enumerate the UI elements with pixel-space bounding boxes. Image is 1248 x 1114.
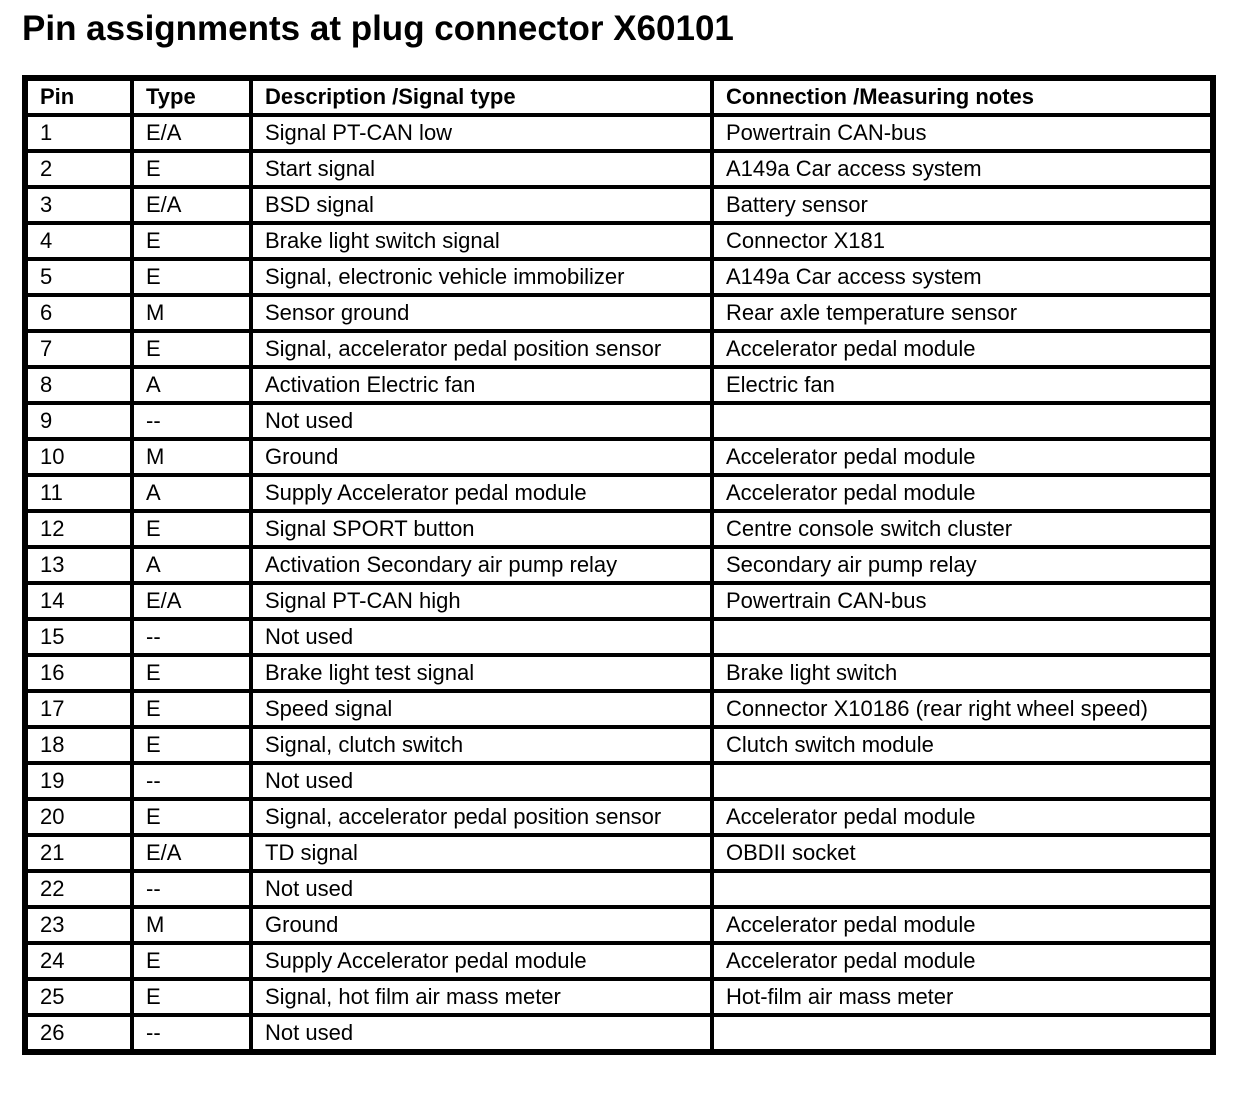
connection-cell: A149a Car access system (712, 259, 1213, 295)
pin-cell: 4 (25, 223, 132, 259)
table-row (25, 547, 1213, 583)
table-row (25, 1015, 1213, 1052)
description-cell: TD signal (251, 835, 712, 871)
connection-cell: Connector X181 (712, 223, 1213, 259)
connection-cell: Brake light switch (712, 655, 1213, 691)
type-cell: E (132, 979, 251, 1015)
type-cell: E (132, 151, 251, 187)
pin-cell: 9 (25, 403, 132, 439)
table-row (25, 655, 1213, 691)
connection-cell (712, 871, 1213, 907)
table-row (25, 871, 1213, 907)
description-cell: Start signal (251, 151, 712, 187)
pin-cell: 25 (25, 979, 132, 1015)
type-cell: A (132, 547, 251, 583)
connection-cell: Accelerator pedal module (712, 475, 1213, 511)
type-cell: -- (132, 403, 251, 439)
description-cell: Brake light test signal (251, 655, 712, 691)
connection-cell: Accelerator pedal module (712, 331, 1213, 367)
table-row (25, 979, 1213, 1015)
connection-cell: OBDII socket (712, 835, 1213, 871)
connection-cell: Secondary air pump relay (712, 547, 1213, 583)
pin-cell: 19 (25, 763, 132, 799)
description-cell: Not used (251, 403, 712, 439)
table-row (25, 727, 1213, 763)
table-row (25, 511, 1213, 547)
pin-cell: 2 (25, 151, 132, 187)
pin-cell: 20 (25, 799, 132, 835)
table-row (25, 799, 1213, 835)
header-pin: Pin (25, 78, 132, 115)
connection-cell: Powertrain CAN-bus (712, 583, 1213, 619)
header-description: Description /Signal type (251, 78, 712, 115)
pin-cell: 24 (25, 943, 132, 979)
description-cell: Signal, clutch switch (251, 727, 712, 763)
pin-cell: 14 (25, 583, 132, 619)
connection-cell: Connector X10186 (rear right wheel speed) (712, 691, 1213, 727)
type-cell: E (132, 223, 251, 259)
type-cell: E (132, 799, 251, 835)
description-cell: Signal PT-CAN high (251, 583, 712, 619)
pin-cell: 16 (25, 655, 132, 691)
type-cell: E (132, 691, 251, 727)
connection-cell: Accelerator pedal module (712, 439, 1213, 475)
table-row (25, 763, 1213, 799)
pin-table-header (25, 78, 1213, 115)
type-cell: E (132, 943, 251, 979)
table-row (25, 331, 1213, 367)
table-row (25, 367, 1213, 403)
pin-cell: 3 (25, 187, 132, 223)
type-cell: E (132, 259, 251, 295)
header-row (25, 78, 1213, 115)
table-row (25, 943, 1213, 979)
table-row (25, 151, 1213, 187)
table-row (25, 835, 1213, 871)
description-cell: Supply Accelerator pedal module (251, 943, 712, 979)
connection-cell (712, 1015, 1213, 1052)
description-cell: Supply Accelerator pedal module (251, 475, 712, 511)
description-cell: Ground (251, 439, 712, 475)
description-cell: Activation Electric fan (251, 367, 712, 403)
pin-cell: 10 (25, 439, 132, 475)
type-cell: M (132, 439, 251, 475)
connection-cell (712, 619, 1213, 655)
pin-cell: 26 (25, 1015, 132, 1052)
type-cell: E/A (132, 583, 251, 619)
type-cell: A (132, 367, 251, 403)
type-cell: M (132, 907, 251, 943)
description-cell: Not used (251, 1015, 712, 1052)
pin-cell: 23 (25, 907, 132, 943)
connection-cell: Battery sensor (712, 187, 1213, 223)
description-cell: Brake light switch signal (251, 223, 712, 259)
pin-cell: 15 (25, 619, 132, 655)
type-cell: -- (132, 871, 251, 907)
pin-cell: 7 (25, 331, 132, 367)
connection-cell: Centre console switch cluster (712, 511, 1213, 547)
description-cell: Signal SPORT button (251, 511, 712, 547)
description-cell: Signal, accelerator pedal position sensor (251, 799, 712, 835)
pin-cell: 13 (25, 547, 132, 583)
type-cell: E/A (132, 115, 251, 151)
table-row (25, 187, 1213, 223)
description-cell: Signal PT-CAN low (251, 115, 712, 151)
description-cell: Not used (251, 763, 712, 799)
type-cell: E (132, 331, 251, 367)
description-cell: Ground (251, 907, 712, 943)
pin-cell: 6 (25, 295, 132, 331)
description-cell: Sensor ground (251, 295, 712, 331)
table-row (25, 583, 1213, 619)
pin-cell: 21 (25, 835, 132, 871)
description-cell: Signal, accelerator pedal position sensor (251, 331, 712, 367)
page-title: Pin assignments at plug connector X60101 (22, 9, 734, 48)
description-cell: Signal, electronic vehicle immobilizer (251, 259, 712, 295)
table-row (25, 475, 1213, 511)
pin-cell: 5 (25, 259, 132, 295)
connection-cell: Electric fan (712, 367, 1213, 403)
connection-cell: Accelerator pedal module (712, 907, 1213, 943)
description-cell: Not used (251, 871, 712, 907)
table-row (25, 907, 1213, 943)
table-row (25, 295, 1213, 331)
description-cell: BSD signal (251, 187, 712, 223)
type-cell: E (132, 727, 251, 763)
table-row (25, 403, 1213, 439)
connection-cell (712, 763, 1213, 799)
connection-cell: Accelerator pedal module (712, 799, 1213, 835)
pin-cell: 18 (25, 727, 132, 763)
pin-assignments-table (22, 75, 1216, 1055)
type-cell: E (132, 655, 251, 691)
pin-cell: 11 (25, 475, 132, 511)
description-cell: Not used (251, 619, 712, 655)
type-cell: -- (132, 619, 251, 655)
type-cell: -- (132, 1015, 251, 1052)
connection-cell (712, 403, 1213, 439)
pin-table-body (25, 115, 1213, 1052)
connection-cell: Clutch switch module (712, 727, 1213, 763)
header-type: Type (132, 78, 251, 115)
pin-cell: 12 (25, 511, 132, 547)
pin-cell: 1 (25, 115, 132, 151)
description-cell: Activation Secondary air pump relay (251, 547, 712, 583)
table-row (25, 439, 1213, 475)
table-row (25, 619, 1213, 655)
type-cell: M (132, 295, 251, 331)
type-cell: E/A (132, 187, 251, 223)
table-row (25, 223, 1213, 259)
connection-cell: Accelerator pedal module (712, 943, 1213, 979)
connection-cell: Rear axle temperature sensor (712, 295, 1213, 331)
table-row (25, 691, 1213, 727)
connection-cell: Powertrain CAN-bus (712, 115, 1213, 151)
connection-cell: Hot-film air mass meter (712, 979, 1213, 1015)
description-cell: Signal, hot film air mass meter (251, 979, 712, 1015)
type-cell: -- (132, 763, 251, 799)
table-row (25, 115, 1213, 151)
type-cell: E (132, 511, 251, 547)
table-row (25, 259, 1213, 295)
pin-cell: 8 (25, 367, 132, 403)
pin-cell: 22 (25, 871, 132, 907)
description-cell: Speed signal (251, 691, 712, 727)
type-cell: E/A (132, 835, 251, 871)
header-connection: Connection /Measuring notes (712, 78, 1213, 115)
connection-cell: A149a Car access system (712, 151, 1213, 187)
pin-cell: 17 (25, 691, 132, 727)
type-cell: A (132, 475, 251, 511)
